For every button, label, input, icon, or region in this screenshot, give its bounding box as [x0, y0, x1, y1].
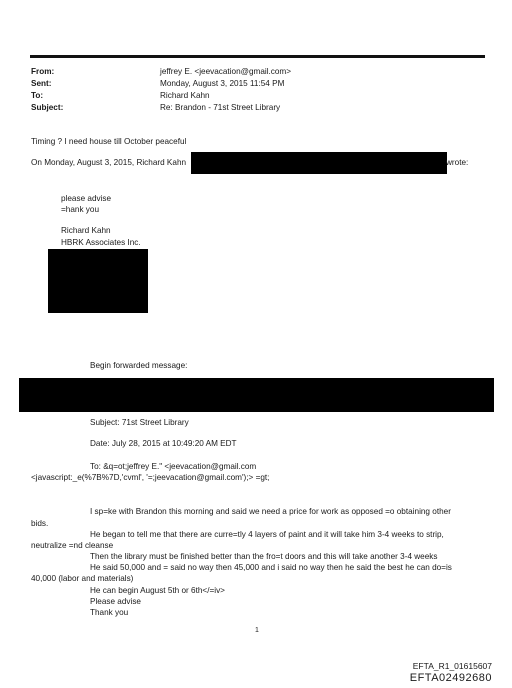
- sent-value: Monday, August 3, 2015 11:54 PM: [160, 79, 285, 88]
- quote-intro: On Monday, August 3, 2015, Richard Kahn: [31, 158, 187, 167]
- message-line-6: He said 50,000 and = said no way then 45,000 and i said no way then he said the best he can do=is: [90, 563, 452, 572]
- from-value: jeffrey E. <jeevacation@gmail.com>: [160, 67, 292, 76]
- sent-label: Sent:: [31, 79, 52, 88]
- redaction-email: [191, 152, 447, 174]
- redaction-signature: [48, 249, 148, 313]
- message-line-1: I sp=ke with Brandon this morning and said we need a price for work as opposed =o obtaining other: [90, 507, 451, 516]
- from-label: From:: [31, 67, 55, 76]
- to-value: Richard Kahn: [160, 91, 210, 100]
- message-line-9: Please advise: [90, 597, 141, 606]
- fwd-subject: Subject: 71st Street Library: [90, 418, 189, 427]
- header-rule: [30, 55, 485, 58]
- fwd-date: Date: July 28, 2015 at 10:49:20 AM EDT: [90, 439, 237, 448]
- bates-number-large: EFTA02492680: [409, 672, 492, 684]
- message-line-8: He can begin August 5th or 6th</=iv>: [90, 586, 225, 595]
- signature-name: Richard Kahn: [61, 226, 111, 235]
- subject-value: Re: Brandon - 71st Street Library: [160, 103, 281, 112]
- subject-label: Subject:: [31, 103, 64, 112]
- quote-wrote: wrote:: [446, 158, 469, 167]
- bates-number-small: EFTA_R1_01615607: [412, 661, 492, 671]
- reply-text: Timing ? I need house till October peaceful: [31, 137, 187, 146]
- to-label: To:: [31, 91, 44, 100]
- signature-company: HBRK Associates Inc.: [61, 238, 141, 247]
- message-line-10: Thank you: [90, 608, 129, 617]
- fwd-to-line-1: To: &q=ot;jeffrey E." <jeevacation@gmail.com: [90, 462, 257, 471]
- advise-line-2: =hank you: [61, 205, 100, 214]
- redaction-forward-header: [19, 378, 494, 412]
- message-line-3: He began to tell me that there are curre=tly 4 layers of paint and it will take him 3-4 weeks to strip,: [90, 530, 444, 539]
- advise-line-1: please advise: [61, 194, 112, 203]
- message-line-2: bids.: [31, 519, 49, 528]
- message-line-7: 40,000 (labor and materials): [31, 574, 134, 583]
- message-line-4: neutralize =nd cleanse: [31, 541, 114, 550]
- fwd-to-line-2: <javascript:_e(%7B%7D,'cvml', '=;jeevacation@gmail.com');> =gt;: [31, 473, 270, 482]
- forwarded-label: Begin forwarded message:: [90, 361, 188, 370]
- page-number: 1: [255, 627, 259, 634]
- message-line-5: Then the library must be finished better than the fro=t doors and this will take another 3-4 weeks: [90, 552, 438, 561]
